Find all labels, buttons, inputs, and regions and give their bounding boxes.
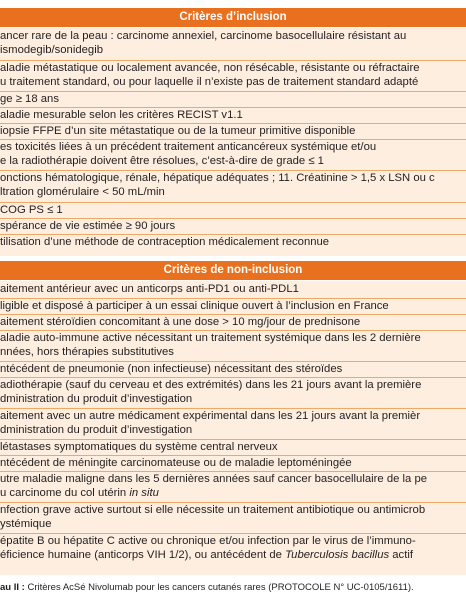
inclusion-line: ancer rare de la peau : carcinome annexiel, carcinome basocellulaire résistant au (0, 30, 407, 42)
inclusion-line: u traitement standard, ou pour laquelle il n’existe pas de traitement standard adapté (0, 76, 419, 88)
inclusion-line: tilisation d’une méthode de contraception médicalement reconnue (0, 234, 466, 249)
inclusion-line: spérance de vie estimée ≥ 90 jours (0, 218, 466, 233)
inclusion-line: COG PS ≤ 1 (0, 202, 466, 217)
in-situ-italic: in situ (129, 487, 159, 499)
exclusion-header: Critères de non-inclusion (0, 261, 466, 280)
inclusion-line: aladie mesurable selon les critères RECIST v1.1 (0, 107, 466, 122)
inclusion-criteria-block (0, 28, 466, 256)
exclusion-line (0, 486, 466, 500)
exclusion-line: aitement stéroïdien concomitant à une dose > 10 mg/jour de prednisone (0, 314, 466, 329)
inclusion-line: ge ≥ 18 ans (0, 91, 466, 106)
exclusion-line (0, 548, 466, 562)
exclusion-line: ntécédent de pneumonie (non infectieuse) nécessitant des stéroïdes (0, 361, 466, 376)
exclusion-line-text: éficience humaine (anticorps VIH 1/2), ou antécédent de (0, 549, 286, 561)
exclusion-line-text: u carcinome du col utérin (0, 487, 130, 499)
exclusion-line: ystémique (0, 518, 52, 530)
exclusion-line: nfection grave active surtout si elle nécessite un traitement antibiotique ou antimicrob (0, 502, 466, 517)
inclusion-header: Critères d’inclusion (0, 8, 466, 27)
exclusion-line-text-end: actif (389, 549, 413, 561)
inclusion-line: ismodegib/sonidegib (0, 44, 103, 56)
exclusion-line: ntécédent de méningite carcinomateuse ou de maladie leptoméningée (0, 455, 466, 470)
exclusion-line: utre maladie maligne dans les 5 dernières années sauf cancer basocellulaire de la pe (0, 471, 466, 486)
inclusion-line: e la radiothérapie doivent être résolues, c’est-à-dire de grade ≤ 1 (0, 155, 324, 167)
inclusion-line: iopsie FFPE d’un site métastatique ou de la tumeur primitive disponible (0, 123, 466, 138)
inclusion-line: aladie métastatique ou localement avancée, non résécable, résistante ou réfractaire (0, 60, 466, 75)
tuberculosis-italic: Tuberculosis bacillus (285, 549, 390, 561)
exclusion-line: nnées, hors thérapies substitutives (0, 346, 174, 358)
exclusion-line: aitement avec un autre médicament expérimental dans les 21 jours avant la premièr (0, 408, 466, 423)
exclusion-criteria-block (0, 281, 466, 575)
exclusion-line: aitement antérieur avec un anticorps anti-PD1 ou anti-PDL1 (0, 283, 299, 295)
exclusion-line: ligible et disposé à participer à un essai clinique ouvert à l’inclusion en France (0, 298, 466, 313)
exclusion-line: dministration du produit d’investigation (0, 424, 193, 436)
exclusion-line: épatite B ou hépatite C active ou chronique et/ou infection par le virus de l’immuno- (0, 533, 466, 548)
exclusion-line: létastases symptomatiques du système central nerveux (0, 439, 466, 454)
exclusion-line: adiothérapie (sauf du cerveau et des extrémités) dans les 21 jours avant la première (0, 377, 466, 392)
inclusion-line: onctions hématologique, rénale, hépatique adéquates ; 11. Créatinine > 1,5 x LSN ou c (0, 170, 466, 185)
exclusion-line: dministration du produit d’investigation (0, 393, 193, 405)
inclusion-line: ltration glomérulaire < 50 mL/min (0, 186, 165, 198)
exclusion-line: aladie auto-immune active nécessitant un traitement systémique dans les 2 dernière (0, 330, 466, 345)
inclusion-line: es toxicités liées à un précédent traitement anticancéreux systémique et/ou (0, 139, 466, 154)
table-caption (0, 580, 466, 596)
caption-text: Critères AcSé Nivolumab pour les cancers cutanés rares (PROTOCOLE N° UC-0105/1611). (24, 582, 414, 593)
caption-label: au II : (0, 582, 25, 593)
